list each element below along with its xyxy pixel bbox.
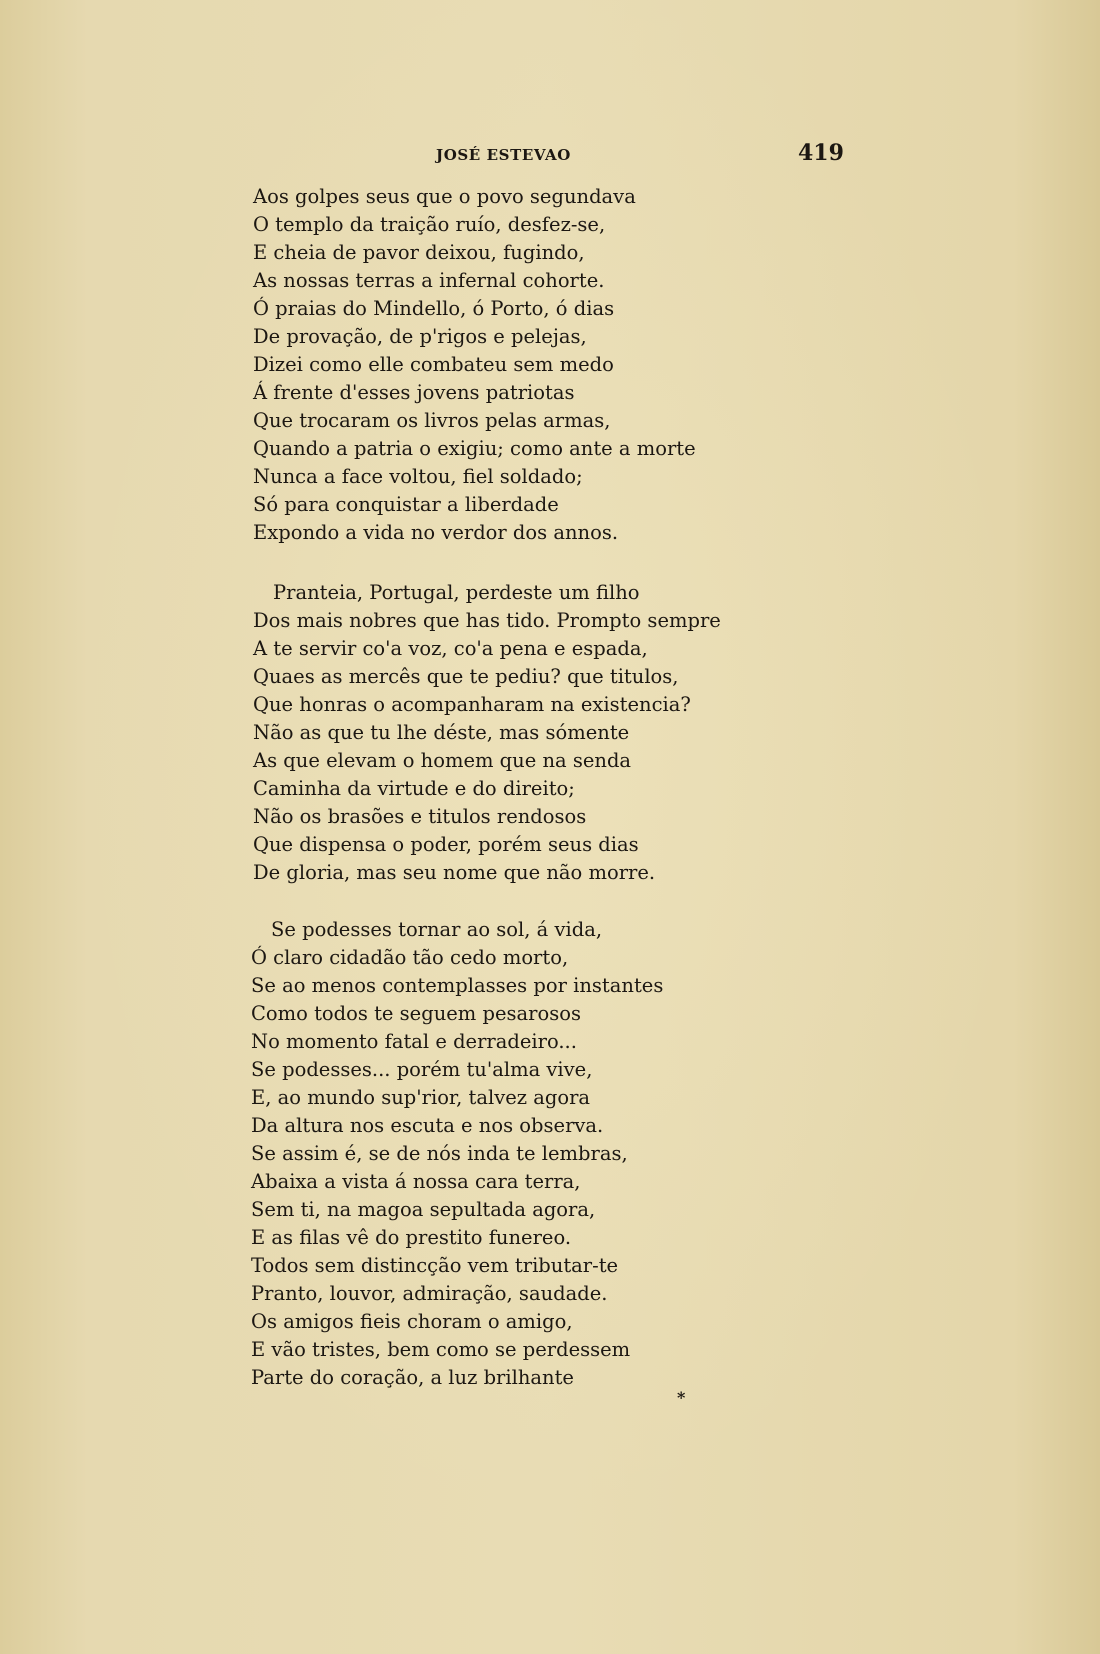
stanza-3 (251, 916, 663, 1392)
page-number: 419 (798, 140, 844, 166)
verse-line: Pranteia, Portugal, perdeste um filho (273, 581, 640, 604)
verse-line: Ó praias do Mindello, ó Porto, ó dias (253, 297, 615, 320)
end-mark: * (677, 1388, 686, 1407)
verse-line: Dizei como elle combateu sem medo (253, 353, 614, 376)
verse-line: Parte do coração, a luz brilhante (251, 1366, 574, 1389)
verse-line: Se assim é, se de nós inda te lembras, (251, 1142, 628, 1165)
verse-line: A te servir co'a voz, co'a pena e espada, (253, 637, 648, 660)
verse-line: Nunca a face voltou, fiel soldado; (253, 465, 583, 488)
verse-line: Como todos te seguem pesarosos (251, 1002, 581, 1025)
verse-line: No momento fatal e derradeiro... (251, 1030, 577, 1053)
verse-line: Quando a patria o exigiu; como ante a morte (253, 437, 696, 460)
verse-line: Só para conquistar a liberdade (253, 493, 559, 516)
verse-line: O templo da traição ruío, desfez-se, (253, 213, 606, 236)
verse-line: De provação, de p'rigos e pelejas, (253, 325, 587, 348)
verse-line: Dos mais nobres que has tido. Prompto sempre (253, 609, 721, 632)
stanza-2 (253, 579, 721, 887)
verse-line: Não os brasões e titulos rendosos (253, 805, 587, 828)
verse-line: Se podesses... porém tu'alma vive, (251, 1058, 593, 1081)
verse-line: Ó claro cidadão tão cedo morto, (251, 946, 569, 969)
verse-line: Que dispensa o poder, porém seus dias (253, 833, 639, 856)
verse-line: E, ao mundo sup'rior, talvez agora (251, 1086, 591, 1109)
verse-line: De gloria, mas seu nome que não morre. (253, 861, 656, 884)
stanza-1 (253, 183, 696, 547)
verse-line: Á frente d'esses jovens patriotas (253, 381, 575, 404)
running-title: JOSÉ ESTEVAO (436, 146, 571, 164)
verse-line: Quaes as mercês que te pediu? que titulos, (253, 665, 679, 688)
verse-line: As nossas terras a infernal cohorte. (253, 269, 605, 292)
verse-line: Não as que tu lhe déste, mas sómente (253, 721, 630, 744)
verse-line: E cheia de pavor deixou, fugindo, (253, 241, 585, 264)
verse-line: Todos sem distincção vem tributar-te (251, 1254, 619, 1277)
verse-line: E vão tristes, bem como se perdessem (251, 1338, 631, 1361)
verse-line: Caminha da virtude e do direito; (253, 777, 575, 800)
verse-line: Que trocaram os livros pelas armas, (253, 409, 611, 432)
verse-line: Se podesses tornar ao sol, á vida, (271, 918, 603, 941)
verse-line: Pranto, louvor, admiração, saudade. (251, 1282, 608, 1305)
verse-line: As que elevam o homem que na senda (253, 749, 632, 772)
verse-line: Se ao menos contemplasses por instantes (251, 974, 664, 997)
verse-line: Que honras o acompanharam na existencia? (253, 693, 691, 716)
verse-line: E as filas vê do prestito funereo. (251, 1226, 572, 1249)
verse-line: Sem ti, na magoa sepultada agora, (251, 1198, 596, 1221)
verse-line: Aos golpes seus que o povo segundava (253, 185, 636, 208)
verse-line: Os amigos fieis choram o amigo, (251, 1310, 573, 1333)
verse-line: Expondo a vida no verdor dos annos. (253, 521, 619, 544)
verse-line: Abaixa a vista á nossa cara terra, (251, 1170, 581, 1193)
verse-line: Da altura nos escuta e nos observa. (251, 1114, 604, 1137)
